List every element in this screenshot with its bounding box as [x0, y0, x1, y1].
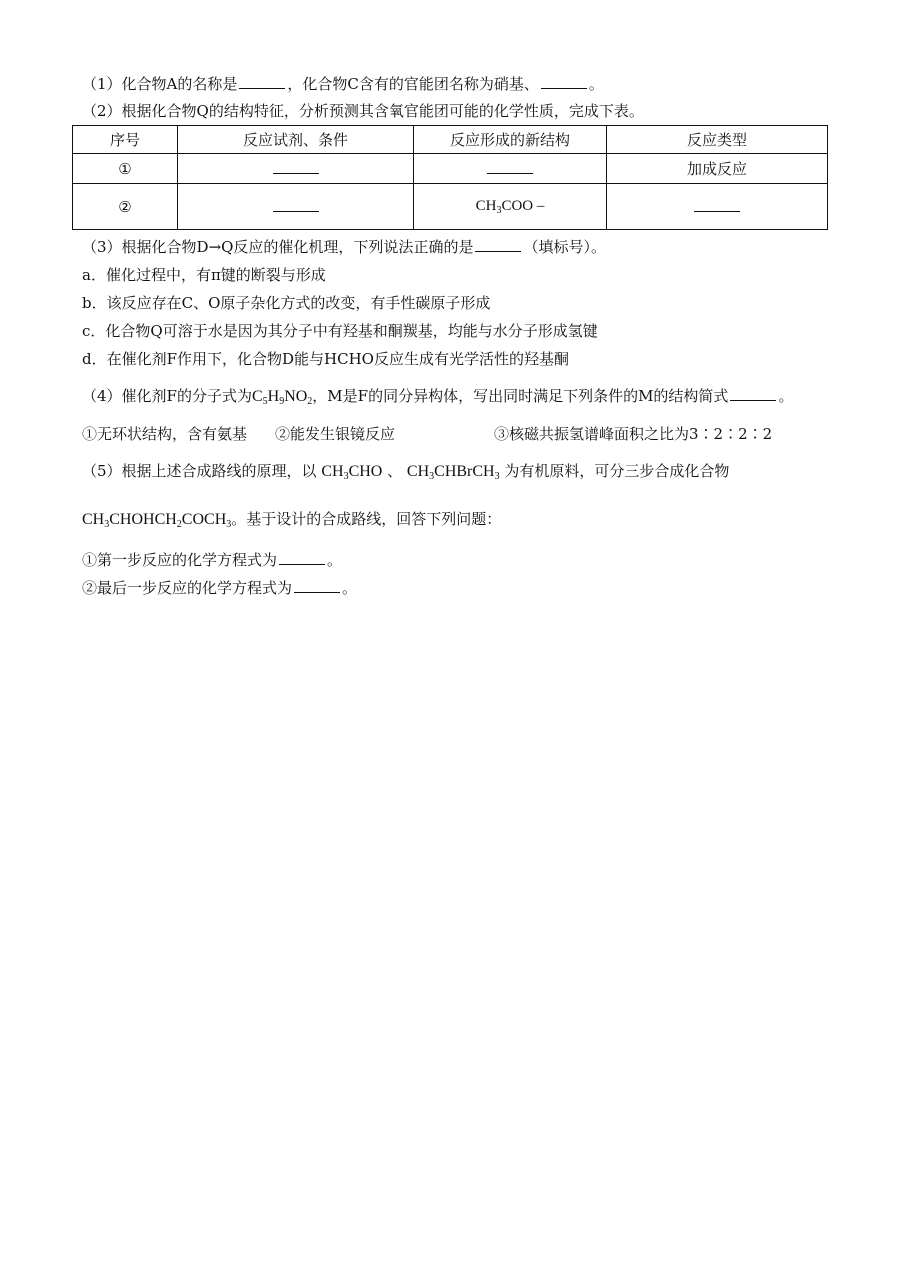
type-cell [607, 184, 828, 230]
q3-text-2: （填标号）。 [523, 238, 606, 256]
option-c: c．化合物Q可溶于水是因为其分子中有羟基和酮羰基，均能与水分子形成氢键 [82, 322, 598, 340]
question-3 [82, 237, 606, 257]
q5-sub-1: ①第一步反应的化学方程式为 。 [82, 551, 343, 569]
question-4 [82, 386, 793, 407]
material-1: $CH_3CHO$ [321, 463, 383, 482]
q1-text-2: ，化合物C含有的官能团名称为硝基、 [287, 75, 539, 93]
answer-blank[interactable] [239, 74, 285, 89]
option-d: d．在催化剂F作用下，化合物D能与HCHO反应生成有光学活性的羟基酮 [82, 350, 569, 368]
q5-text-2: 为有机原料，可分三步合成化合物 [504, 462, 730, 480]
q3-text-1: （3）根据化合物D→Q反应的催化机理，下列说法正确的是 [82, 238, 474, 256]
condition-1: ①无环状结构，含有氨基 [82, 425, 248, 443]
q1-text-3: 。 [588, 75, 604, 93]
header-reagent: 反应试剂、条件 [178, 126, 414, 154]
table-header-row [73, 126, 828, 154]
type-cell: 加成反应 [607, 154, 828, 184]
answer-blank[interactable] [273, 197, 319, 212]
material-2: $CH_3CHBrCH_3$ [406, 463, 500, 482]
condition-2: ②能发生银镜反应 [275, 425, 396, 443]
q5-text-3: 。基于设计的合成路线，回答下列问题： [231, 510, 502, 528]
q5-sub-2: ②最后一步反应的化学方程式为 。 [82, 579, 358, 597]
q5-text-1: （5）根据上述合成路线的原理，以 [82, 462, 317, 480]
q4-text-2: ，M是F的同分异构体，写出同时满足下列条件的M的结构简式 [312, 387, 729, 405]
structure-cell: $CH_3COO$ – [414, 184, 607, 230]
header-structure: 反应形成的新结构 [414, 126, 607, 154]
option-a: a．催化过程中，有π键的断裂与形成 [82, 266, 326, 284]
condition-3: ③核磁共振氢谱峰面积之比为3∶2∶2∶2 [494, 425, 773, 443]
header-index: 序号 [73, 126, 178, 154]
table-row [73, 154, 828, 184]
question-2 [82, 101, 644, 121]
question-5 [82, 461, 729, 482]
target-compound: $CH_3CHOHCH_2COCH_3$ [82, 511, 232, 530]
reaction-table [72, 125, 828, 230]
table-row [73, 184, 828, 230]
structure-cell [414, 154, 607, 184]
separator: 、 [387, 462, 403, 480]
header-type: 反应类型 [607, 126, 828, 154]
question-1 [82, 74, 604, 94]
question-5-cont [82, 509, 501, 530]
answer-blank[interactable] [541, 74, 587, 89]
reagent-cell [178, 184, 414, 230]
q2-text: （2）根据化合物Q的结构特征，分析预测其含氧官能团可能的化学性质，完成下表。 [82, 102, 644, 120]
answer-blank[interactable] [487, 159, 533, 174]
answer-blank[interactable] [273, 159, 319, 174]
answer-blank[interactable] [294, 578, 340, 593]
answer-blank[interactable] [475, 237, 521, 252]
q4-text-1: （4）催化剂F的分子式为 [82, 387, 252, 405]
answer-blank[interactable] [279, 550, 325, 565]
formula-f: $C_5H_9NO_2$ [251, 388, 313, 407]
option-b: b．该反应存在C、O原子杂化方式的改变，有手性碳原子形成 [82, 294, 491, 312]
row-index: ① [73, 154, 178, 184]
q1-text-1: （1）化合物A的名称是 [82, 75, 238, 93]
answer-blank[interactable] [694, 197, 740, 212]
q4-text-3: 。 [778, 387, 794, 405]
answer-blank[interactable] [730, 386, 776, 401]
reagent-cell [178, 154, 414, 184]
row-index: ② [73, 184, 178, 230]
